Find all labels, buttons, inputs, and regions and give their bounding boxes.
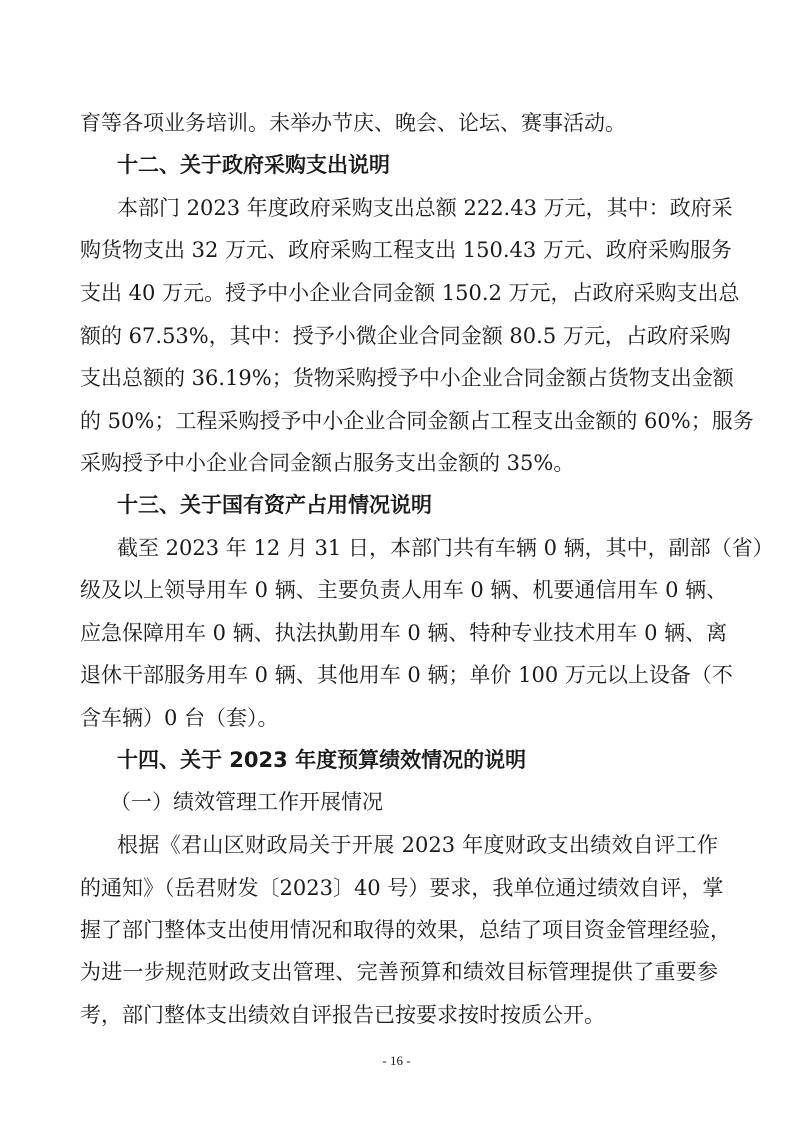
paragraph-line: 本部门 2023 年度政府采购支出总额 222.43 万元，其中：政府采 — [117, 196, 733, 220]
subsection-heading: （一）绩效管理工作开展情况 — [110, 790, 383, 814]
paragraph-line: 截至 2023 年 12 月 31 日，本部门共有车辆 0 辆，其中，副部（省） — [117, 536, 774, 560]
section-heading-12: 十二、关于政府采购支出说明 — [117, 153, 390, 177]
section-heading-14: 十四、关于 2023 年度预算绩效情况的说明 — [117, 748, 527, 772]
paragraph-line: 支出总额的 36.19%；货物采购授予中小企业合同金额占货物支出金额 — [80, 366, 734, 390]
paragraph-line: 含车辆）0 台（套）。 — [80, 706, 279, 730]
paragraph-line: 育等各项业务培训。未举办节庆、晚会、论坛、赛事活动。 — [80, 111, 626, 135]
paragraph-line: 为进一步规范财政支出管理、完善预算和绩效目标管理提供了重要参 — [80, 960, 718, 984]
paragraph-line: 退休干部服务用车 0 辆、其他用车 0 辆；单价 100 万元以上设备（不 — [80, 663, 733, 687]
paragraph-line: 的通知》（岳君财发〔2023〕40 号）要求，我单位通过绩效自评，掌 — [80, 876, 724, 900]
section-heading-13: 十三、关于国有资产占用情况说明 — [117, 493, 432, 517]
paragraph-line: 级及以上领导用车 0 辆、主要负责人用车 0 辆、机要通信用车 0 辆、 — [80, 578, 728, 602]
paragraph-line: 根据《君山区财政局关于开展 2023 年度财政支出绩效自评工作 — [117, 833, 718, 857]
paragraph-line: 应急保障用车 0 辆、执法执勤用车 0 辆、特种专业技术用车 0 辆、离 — [80, 621, 728, 645]
paragraph-line: 握了部门整体支出使用情况和取得的效果，总结了项目资金管理经验， — [80, 918, 731, 942]
paragraph-line: 购货物支出 32 万元、政府采购工程支出 150.43 万元、政府采购服务 — [80, 238, 732, 262]
paragraph-line: 采购授予中小企业合同金额占服务支出金额的 35%。 — [80, 451, 575, 475]
page-number: - 16 - — [382, 1053, 411, 1068]
paragraph-line: 支出 40 万元。授予中小企业合同金额 150.2 万元，占政府采购支出总 — [80, 281, 740, 305]
paragraph-line: 的 50%；工程采购授予中小企业合同金额占工程支出金额的 60%；服务 — [80, 409, 754, 433]
paragraph-line: 考，部门整体支出绩效自评报告已按要求按时按质公开。 — [80, 1003, 605, 1027]
paragraph-line: 额的 67.53%，其中：授予小微企业合同金额 80.5 万元，占政府采购 — [80, 324, 731, 348]
